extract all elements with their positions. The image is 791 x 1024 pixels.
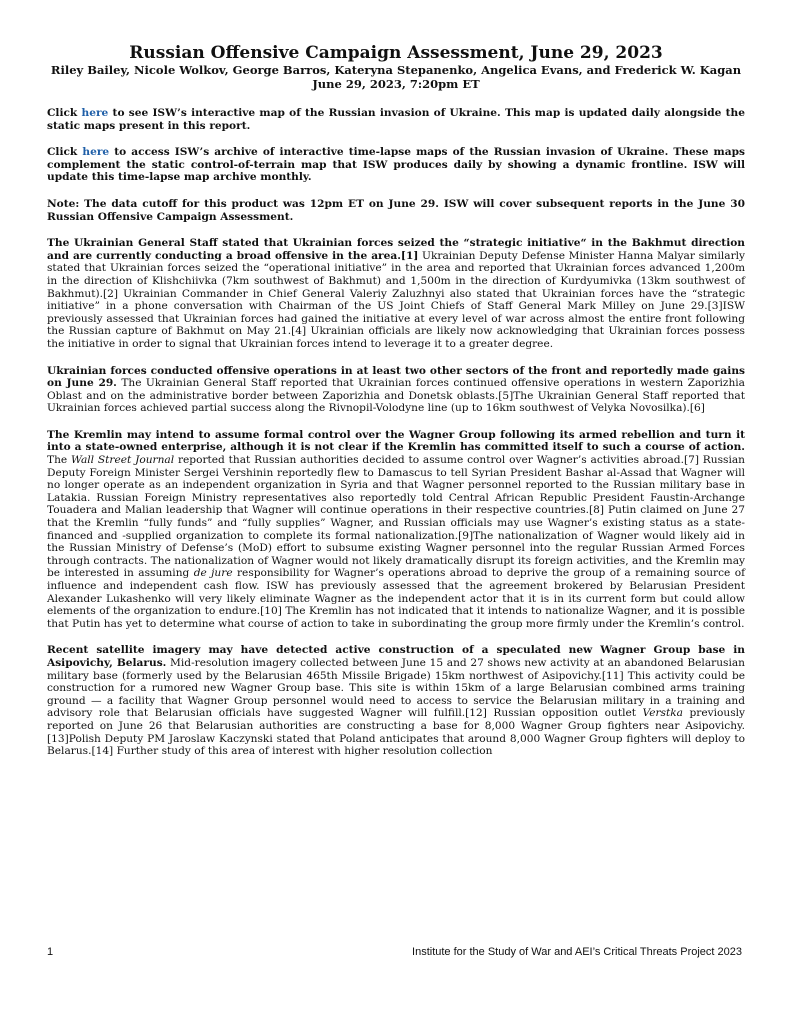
report-date: June 29, 2023, 7:20pm ET (312, 77, 480, 91)
report-authors: Riley Bailey, Nicole Wolkov, George Barros, Kateryna Stepanenko, Angelica Evans, and Frederick W. Kagan (50, 63, 742, 77)
page-number: 1 (47, 946, 54, 958)
satellite-imagery-paragraph (47, 644, 745, 757)
time-lapse-archive-link[interactable]: here (82, 146, 110, 159)
time-lapse-archive-paragraph (47, 146, 745, 184)
paragraph-lead: Recent satellite imagery may have detected active construction of a speculated new Wagner Group base in Asipovichy, Belarus. (47, 644, 745, 669)
page-footer (47, 946, 745, 962)
report-title: Russian Offensive Campaign Assessment, June 29, 2023 (129, 43, 663, 63)
time-lapse-description: to access ISW’s archive of interactive time-lapse maps of the Russian invasion of Ukraine. These maps complement the static control-of-terrain map that ISW produces daily by showing a dynamic frontline. ISW will update this time-lapse map archive monthly. (47, 146, 745, 184)
paragraph-text: responsibility for Wagner’s operations abroad to deprive the group of a remaining source of influence and independent cash flow. ISW has previously assessed that the agreement brokered by Belarusian President Alexander Lukashenko will very likely eliminate Wagner as the independent actor that it is in its current form but could allow elements of the organization to endure.[10] The Kremlin has not indicated that it intends to nationalize Wagner, and it is possible that Putin has yet to determine what course of action to take in subordinating the group more firmly under the Kremlin’s control. (47, 567, 746, 630)
offensive-operations-paragraph (47, 365, 745, 415)
paragraph-text: reported that Russian authorities decided to assume control over Wagner’s activities abroad.[7] Russian Deputy Foreign Minister Sergei Vershinin reportedly flew to Damascus to tell Syrian President Bashar al-Assad that Wagner will no longer operate as an independent organization in Syria and that Wagner personnel reported to the Russian military base in Latakia. Russian Foreign Ministry representatives also reportedly told Central African Republic President Faustin-Archange Touadera and Malian leadership that Wagner will continue operations in their respective countries.[8] Putin claimed on June 27 that the Kremlin “fully funds” and “fully supplies” Wagner, and Russian officials may use Wagner’s existing status as a state-financed and -supplied organization to complete its formal nationalization.[9]The nationalization of Wagner would likely aid in the Russian Ministry of Defense’s (MoD) effort to subsume existing Wagner personnel into the regular Russian Armed Forces through contracts. The nationalization of Wagner would not likely dramatically disrupt its foreign activities, and the Kremlin may be interested in assuming (47, 454, 745, 580)
latin-term: de jure (193, 567, 233, 580)
publication-name: Wall Street Journal (71, 454, 175, 467)
click-text: Click (47, 146, 83, 159)
interactive-map-description: to see ISW’s interactive map of the Russian invasion of Ukraine. This map is updated daily alongside the static maps present in this report. (47, 107, 745, 132)
click-text: Click (47, 107, 82, 119)
bakhmut-initiative-paragraph (47, 237, 745, 350)
paragraph-text: The Ukrainian General Staff reported that Ukrainian forces continued offensive operations in western Zaporizhia Oblast and on the administrative border between Zaporizhia and Donetsk oblasts.[5]The Ukrainian General Staff reported that Ukrainian forces achieved partial success along the Rivnopil-Volodyne line (up to 16km southwest of Velyka Novosilka).[6] (47, 377, 745, 415)
paragraph-text: previously reported on June 26 that Belarusian authorities are constructing a base for 8,000 Wagner Group fighters near Asipovichy.[13]Polish Deputy PM Jaroslaw Kaczynski stated that Poland anticipates that around 8,000 Wagner Group fighters will deploy to Belarus.[14] Further study of this area of interest with higher resolution collection (47, 707, 746, 758)
footer-organization: Institute for the Study of War and AEI’s Critical Threats Project 2023 (412, 946, 742, 958)
document-page (47, 44, 745, 772)
paragraph-lead: The Kremlin may intend to assume formal control over the Wagner Group following its armed rebellion and turn it into a state-owned enterprise, although it is not clear if the Kremlin has committed itself to such a course of action. (47, 428, 745, 454)
outlet-name: Verstka (642, 707, 683, 720)
paragraph-lead: The Ukrainian General Staff stated that Ukrainian forces seized the “strategic initiative“ in the Bakhmut direction and are currently conducting a broad offensive in the area.[1] (47, 237, 745, 262)
interactive-map-paragraph (47, 107, 745, 132)
wagner-nationalization-paragraph (47, 429, 745, 631)
paragraph-text: The (47, 454, 71, 467)
paragraph-text: Mid-resolution imagery collected between June 15 and 27 shows new activity at an abandoned Belarusian military base (formerly used by the Belarusian 465th Missile Brigade) 15km northwest of Asipovichy.[11] This activity could be construction for a rumored new Wagner Group base. This site is within 15km of a large Belarusian combined arms training ground — a facility that Wagner Group personnel would need to access to service the Belarusian military in a training and advisory role that Belarusian officials have suggested Wagner will fulfill.[12] Russian opposition outlet (47, 656, 745, 720)
interactive-map-link[interactable]: here (81, 107, 109, 119)
paragraph-text: Ukrainian Deputy Defense Minister Hanna Malyar similarly stated that Ukrainian forces seized the “operational initiative” in the area and reported that Ukrainian forces advanced 1,200m in the direction of Klishchiivka (7km southwest of Bakhmut) and 1,500m in the direction of Kurdyumivka (13km southwest of Bakhmut).[2] Ukrainian Commander in Chief General Valeriy Zaluzhnyi also stated that Ukrainian forces have the “strategic initiative” in a phone conversation with Chairman of the US Joint Chiefs of Staff General Mark Milley on June 29.[3]ISW previously assessed that Ukrainian forces had gained the initiative at every level of war across almost the entire front following the Russian capture of Bakhmut on May 21.[4] Ukrainian officials are likely now acknowledging that Ukrainian forces possess the initiative in order to signal that Ukrainian forces intend to leverage it to a greater degree. (47, 249, 746, 350)
data-cutoff-note: Note: The data cutoff for this product was 12pm ET on June 29. ISW will cover subsequent reports in the June 30 Russian Offensive Campaign Assessment. (47, 197, 745, 223)
paragraph-lead: Ukrainian forces conducted offensive operations in at least two other sectors of the front and reportedly made gains on June 29. (47, 364, 745, 390)
